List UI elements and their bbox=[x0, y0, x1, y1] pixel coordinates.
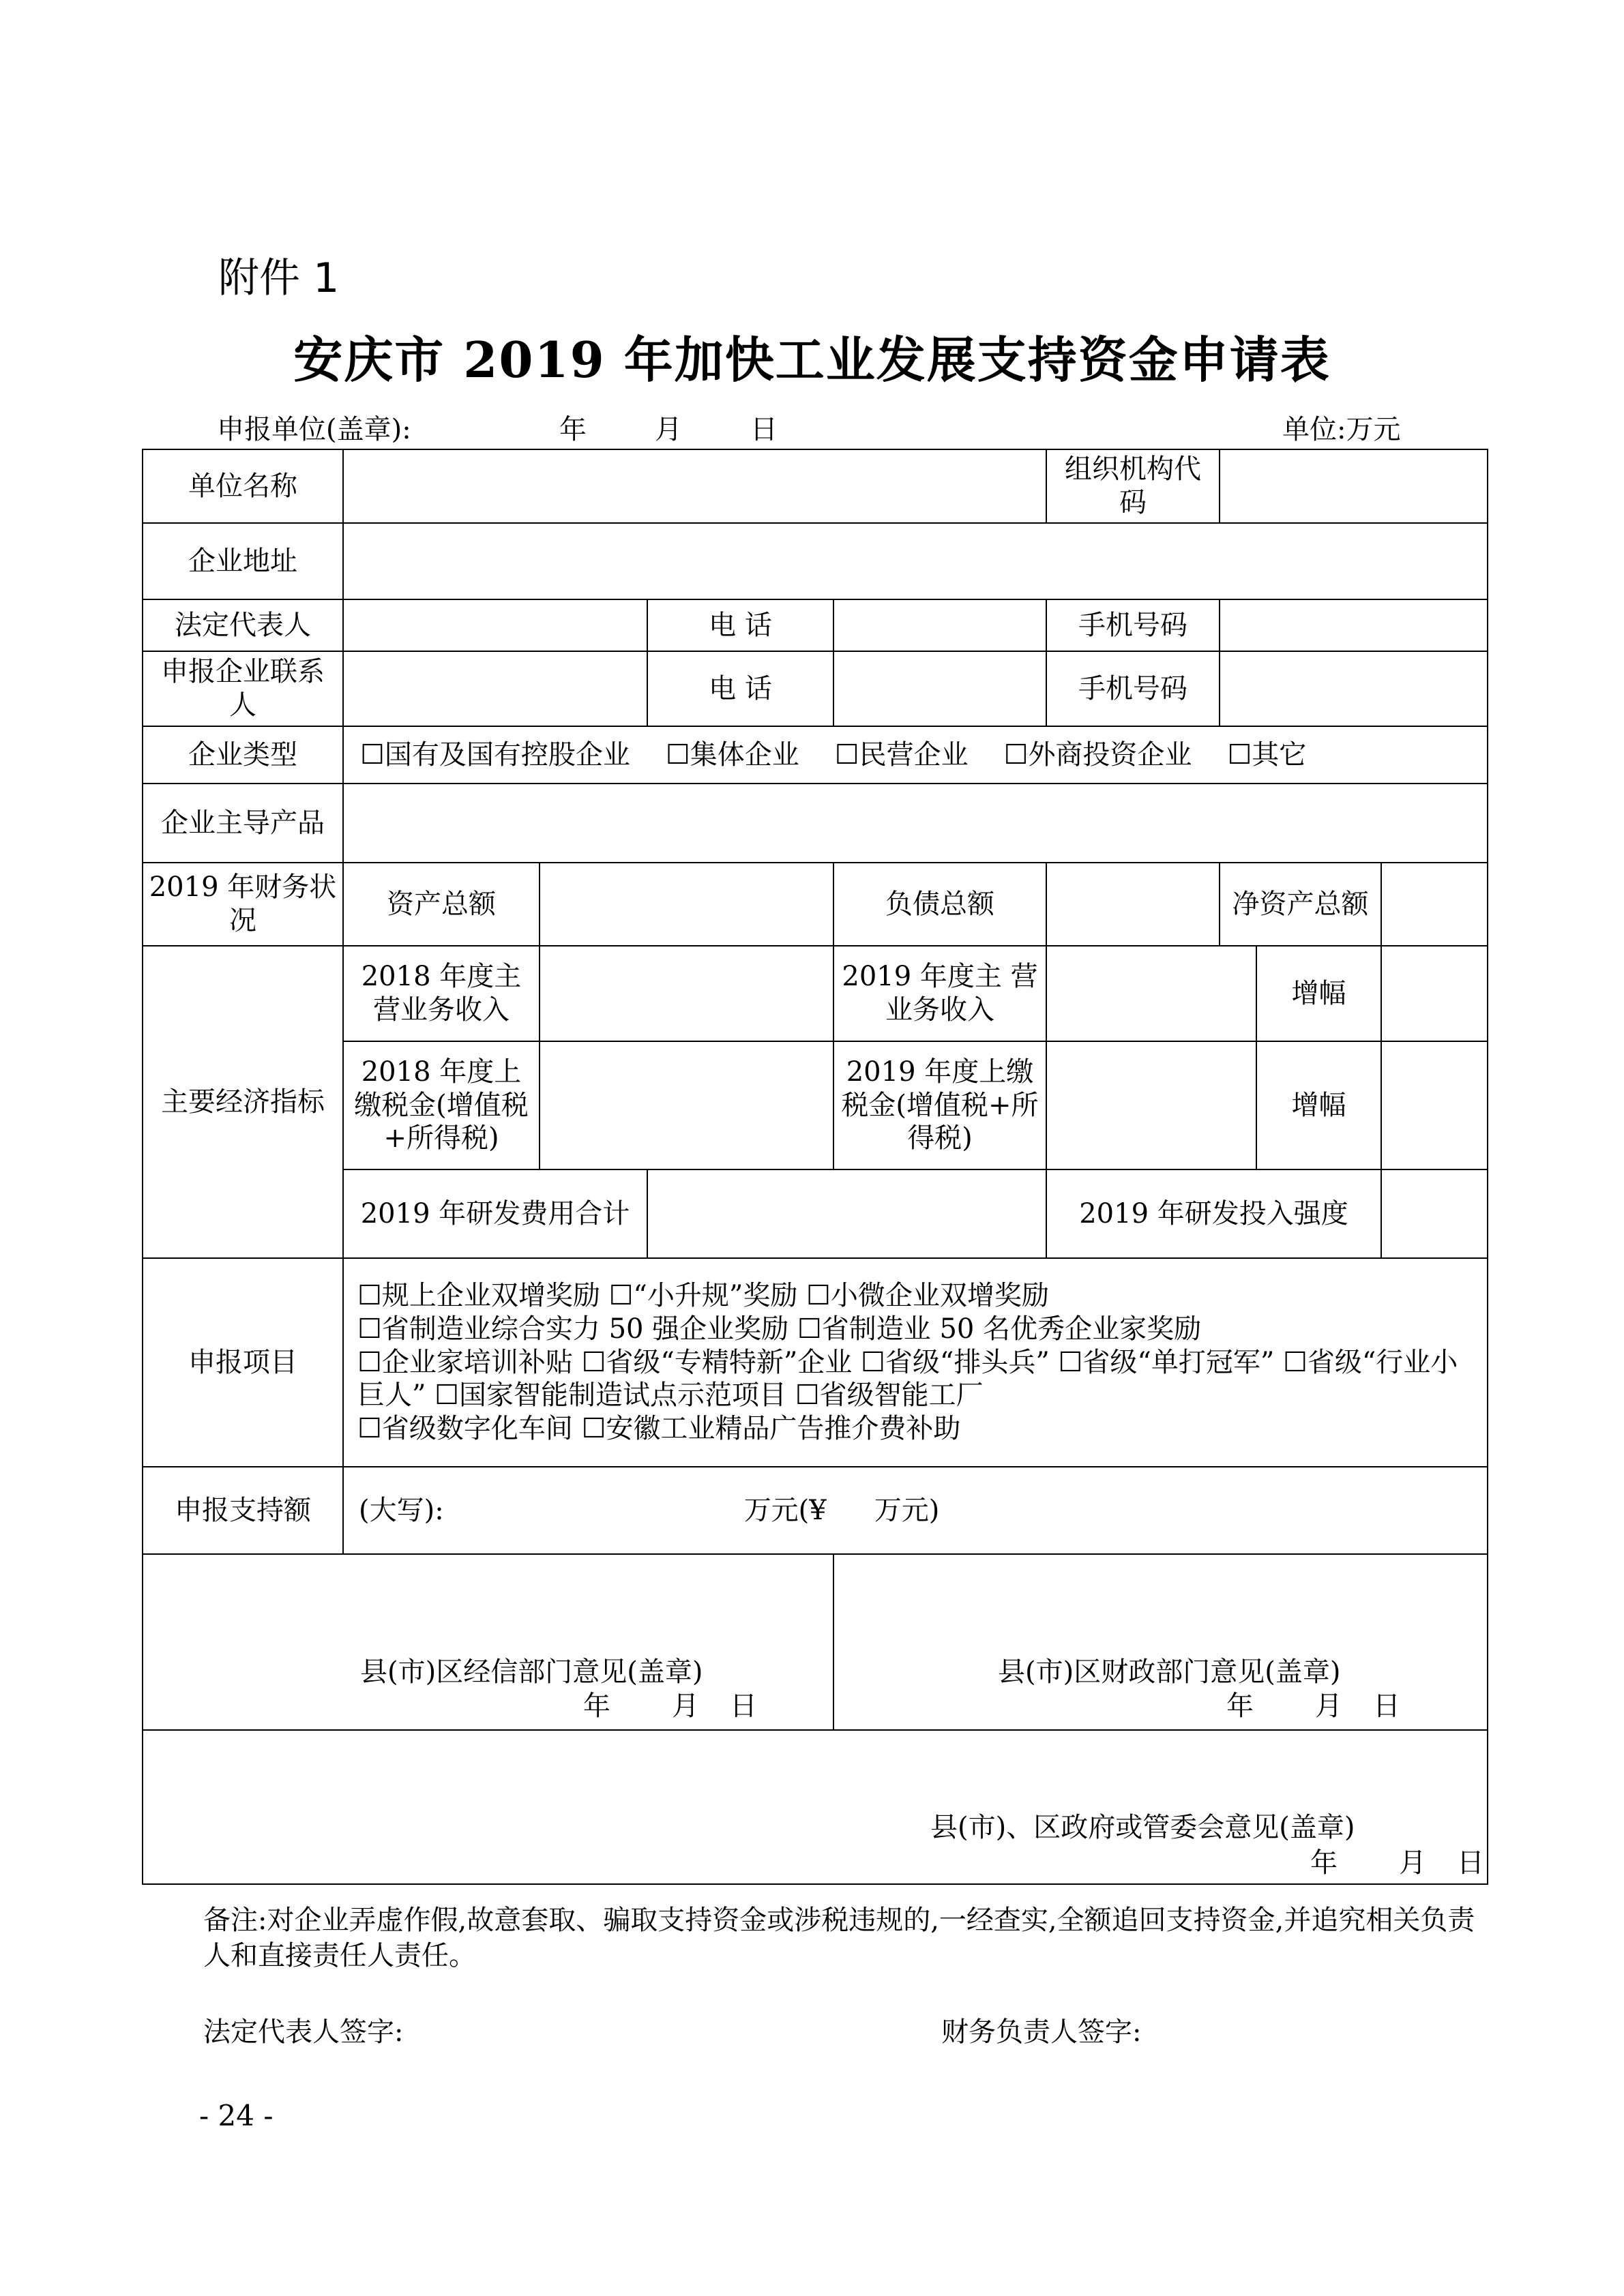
legal-rep-phone-label: 电 话 bbox=[647, 599, 833, 651]
fin-day-label: 日 bbox=[1373, 1690, 1400, 1722]
project-options bbox=[343, 1258, 1488, 1467]
legal-rep-signature-label: 法定代表人签字: bbox=[203, 2016, 404, 2048]
assets-label: 资产总额 bbox=[343, 863, 540, 946]
rev-growth-label: 增幅 bbox=[1256, 946, 1381, 1041]
page-number: - 24 - bbox=[199, 2099, 274, 2132]
tax-2018-field[interactable] bbox=[540, 1041, 833, 1169]
remark-note: 备注:对企业弄虚作假,故意套取、骗取支持资金或涉税违规的,一经查实,全额追回支持资金,并追究相关负责人和直接责任人责任。 bbox=[203, 1905, 1475, 1971]
rev-2019-field[interactable] bbox=[1046, 946, 1256, 1041]
econ-month-label: 月 bbox=[672, 1690, 699, 1722]
month-label: 月 bbox=[655, 414, 682, 445]
main-product-label: 企业主导产品 bbox=[143, 784, 343, 863]
tax-growth-label: 增幅 bbox=[1256, 1041, 1381, 1169]
liabilities-label: 负债总额 bbox=[833, 863, 1046, 946]
contact-label: 申报企业联系人 bbox=[143, 651, 343, 726]
econ-year-label: 年 bbox=[583, 1690, 610, 1722]
econ-opinion-label: 县(市)区经信部门意见(盖章) bbox=[360, 1656, 703, 1688]
net-assets-field[interactable] bbox=[1381, 863, 1488, 946]
amount-wan-end-label: 万元) bbox=[874, 1494, 940, 1526]
document-title: 安庆市 2019 年加快工业发展支持资金申请表 bbox=[293, 331, 1331, 389]
gov-day-label: 日 bbox=[1457, 1847, 1484, 1879]
amount-label: 申报支持额 bbox=[143, 1467, 343, 1554]
application-date bbox=[559, 408, 846, 447]
company-type-label: 企业类型 bbox=[143, 726, 343, 784]
org-code-label: 组织机构代码 bbox=[1046, 449, 1220, 523]
contact-field[interactable] bbox=[343, 651, 647, 726]
liabilities-field[interactable] bbox=[1046, 863, 1220, 946]
currency-unit-label: 单位:万元 bbox=[1282, 414, 1401, 445]
indicators-label: 主要经济指标 bbox=[143, 946, 343, 1258]
rd-intensity-label: 2019 年研发投入强度 bbox=[1046, 1169, 1381, 1258]
rev-2018-label: 2018 年度主营业务收入 bbox=[343, 946, 540, 1041]
contact-mobile-field[interactable] bbox=[1220, 651, 1488, 726]
address-label: 企业地址 bbox=[143, 523, 343, 599]
project-label: 申报项目 bbox=[143, 1258, 343, 1467]
project-line-2[interactable]: ☐省制造业综合实力 50 强企业奖励 ☐省制造业 50 名优秀企业家奖励 bbox=[357, 1313, 1202, 1345]
company-name-label: 单位名称 bbox=[143, 449, 343, 523]
legal-rep-field[interactable] bbox=[343, 599, 647, 651]
type-checkbox-private[interactable]: ☐民营企业 bbox=[834, 739, 969, 771]
finance-signature-label: 财务负责人签字: bbox=[941, 2016, 1142, 2048]
contact-phone-label: 电 话 bbox=[647, 651, 833, 726]
legal-rep-mobile-label: 手机号码 bbox=[1046, 599, 1220, 651]
amount-wan-label: 万元(¥ bbox=[743, 1494, 827, 1526]
fin-opinion-label: 县(市)区财政部门意见(盖章) bbox=[998, 1656, 1341, 1688]
assets-field[interactable] bbox=[540, 863, 833, 946]
tax-2018-label: 2018 年度上缴税金(增值税+所得税) bbox=[343, 1041, 540, 1169]
econ-opinion-date bbox=[552, 1690, 757, 1723]
amount-caps-label: (大写): bbox=[359, 1494, 444, 1526]
type-checkbox-state-owned[interactable]: ☐国有及国有控股企业 bbox=[360, 739, 630, 771]
fin-year-label: 年 bbox=[1226, 1690, 1254, 1722]
rd-intensity-field[interactable] bbox=[1381, 1169, 1488, 1258]
econ-day-label: 日 bbox=[730, 1690, 757, 1722]
contact-mobile-label: 手机号码 bbox=[1046, 651, 1220, 726]
legal-rep-label: 法定代表人 bbox=[143, 599, 343, 651]
legal-rep-phone-field[interactable] bbox=[833, 599, 1046, 651]
type-checkbox-other[interactable]: ☐其它 bbox=[1227, 739, 1307, 771]
day-label: 日 bbox=[750, 414, 778, 445]
amount-field[interactable] bbox=[343, 1467, 1488, 1554]
project-line-4[interactable]: ☐省级数字化车间 ☐安徽工业精品广告推介费补助 bbox=[357, 1413, 961, 1445]
gov-opinion-cell[interactable] bbox=[143, 1730, 1488, 1884]
rev-2018-field[interactable] bbox=[540, 946, 833, 1041]
gov-opinion-label: 县(市)、区政府或管委会意见(盖章) bbox=[930, 1812, 1355, 1843]
application-form-table bbox=[142, 449, 1488, 1885]
rd-total-field[interactable] bbox=[647, 1169, 1046, 1258]
company-type-options bbox=[343, 726, 1488, 784]
applicant-unit-label: 申报单位(盖章): bbox=[217, 414, 411, 445]
finance-label: 2019 年财务状况 bbox=[143, 863, 343, 946]
contact-phone-field[interactable] bbox=[833, 651, 1046, 726]
net-assets-label: 净资产总额 bbox=[1220, 863, 1381, 946]
year-label: 年 bbox=[559, 414, 587, 445]
tax-growth-field[interactable] bbox=[1381, 1041, 1488, 1169]
econ-opinion-cell[interactable] bbox=[143, 1554, 833, 1730]
tax-2019-label: 2019 年度上缴税金(增值税+所得税) bbox=[833, 1041, 1046, 1169]
address-field[interactable] bbox=[343, 523, 1488, 599]
main-product-field[interactable] bbox=[343, 784, 1488, 863]
rev-2019-label: 2019 年度主 营 业务收入 bbox=[833, 946, 1046, 1041]
attachment-label: 附件 1 bbox=[218, 254, 340, 302]
fin-opinion-cell[interactable] bbox=[833, 1554, 1488, 1730]
gov-month-label: 月 bbox=[1399, 1847, 1426, 1879]
legal-rep-mobile-field[interactable] bbox=[1220, 599, 1488, 651]
fin-opinion-date bbox=[1196, 1690, 1400, 1723]
type-checkbox-collective[interactable]: ☐集体企业 bbox=[665, 739, 799, 771]
project-line-3[interactable]: ☐企业家培训补贴 ☐省级“专精特新”企业 ☐省级“排头兵” ☐省级“单打冠军” ☐省级“行业小巨人” ☐国家智能制造试点示范项目 ☐省级智能工厂 bbox=[357, 1346, 1458, 1412]
rd-total-label: 2019 年研发费用合计 bbox=[343, 1169, 647, 1258]
rev-growth-field[interactable] bbox=[1381, 946, 1488, 1041]
gov-opinion-date bbox=[1280, 1847, 1484, 1880]
fin-month-label: 月 bbox=[1315, 1690, 1342, 1722]
org-code-field[interactable] bbox=[1220, 449, 1488, 523]
company-name-field[interactable] bbox=[343, 449, 1046, 523]
gov-year-label: 年 bbox=[1310, 1847, 1338, 1879]
tax-2019-field[interactable] bbox=[1046, 1041, 1256, 1169]
type-checkbox-foreign[interactable]: ☐外商投资企业 bbox=[1003, 739, 1192, 771]
project-line-1[interactable]: ☐规上企业双增奖励 ☐“小升规”奖励 ☐小微企业双增奖励 bbox=[357, 1280, 1049, 1311]
